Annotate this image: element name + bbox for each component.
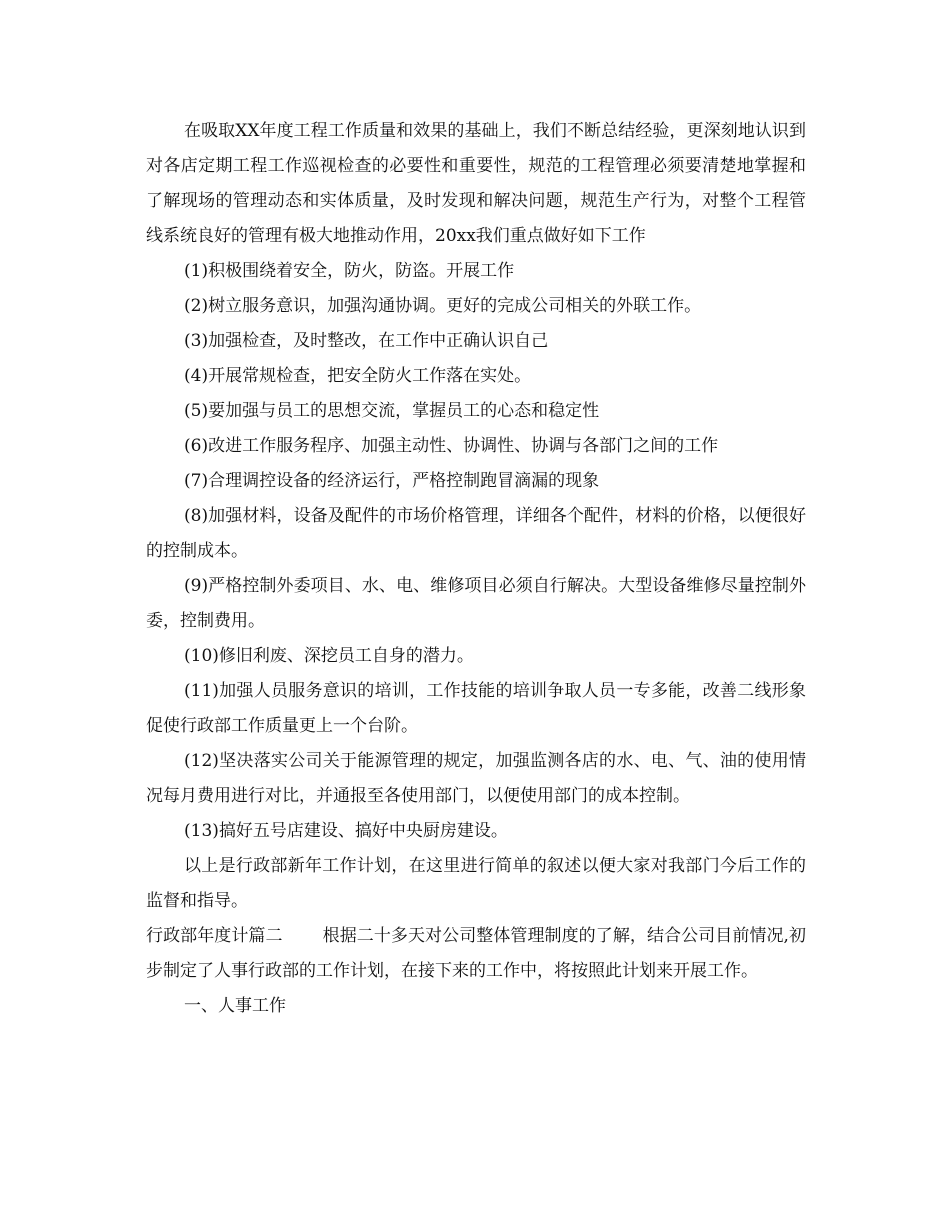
section-heading: 一、人事工作 (184, 996, 286, 1016)
list-item: (13)搞好五号店建设、搞好中央厨房建设。 (184, 821, 508, 841)
section2-title: 行政部年度计篇二 (146, 926, 283, 946)
section2-text: 根据二十多天对公司整体管理制度的了解，结合公司目前情况,初步制定了人事行政部的工作计划，在接下来的工作中，将按照此计划来开展工作。 (146, 926, 806, 981)
list-item: (1)积极围绕着安全，防火，防盗。开展工作 (184, 261, 515, 281)
summary-paragraph: 以上是行政部新年工作计划，在这里进行简单的叙述以便大家对我部门今后工作的监督和指导。 (146, 856, 806, 911)
list-item: (6)改进工作服务程序、加强主动性、协调性、协调与各部门之间的工作 (184, 436, 719, 456)
list-item: (5)要加强与员工的思想交流，掌握员工的心态和稳定性 (184, 401, 600, 421)
list-item: (10)修旧利废、深挖员工自身的潜力。 (184, 646, 474, 666)
section2-paragraph (146, 919, 806, 989)
intro-paragraph: 在吸取XX年度工程工作质量和效果的基础上，我们不断总结经验，更深刻地认识到对各店定期工程工作巡视检查的必要性和重要性，规范的工程管理必须要清楚地掌握和了解现场的管理动态和实体质量，及时发现和解决问题，规范生产行为，对整个工程管线系统良好的管理有极大地推动作用，20xx我们重点做好如下工作 (146, 121, 806, 246)
list-item: (7)合理调控设备的经济运行，严格控制跑冒滴漏的现象 (184, 471, 600, 491)
list-item: (3)加强检查，及时整改，在工作中正确认识自己 (184, 331, 549, 351)
list-item: (8)加强材料，设备及配件的市场价格管理，详细各个配件，材料的价格，以便很好的控制成本。 (146, 506, 806, 561)
list-item: (2)树立服务意识，加强沟通协调。更好的完成公司相关的外联工作。 (184, 296, 702, 316)
list-item: (4)开展常规检查，把安全防火工作落在实处。 (184, 366, 532, 386)
document-body (146, 114, 806, 1024)
list-item: (12)坚决落实公司关于能源管理的规定，加强监测各店的水、电、气、油的使用情况每月费用进行对比，并通报至各使用部门，以便使用部门的成本控制。 (146, 751, 806, 806)
list-item: (9)严格控制外委项目、水、电、维修项目必须自行解决。大型设备维修尽量控制外委，控制费用。 (146, 576, 806, 631)
list-item: (11)加强人员服务意识的培训，工作技能的培训争取人员一专多能，改善二线形象促使行政部工作质量更上一个台阶。 (146, 681, 806, 736)
